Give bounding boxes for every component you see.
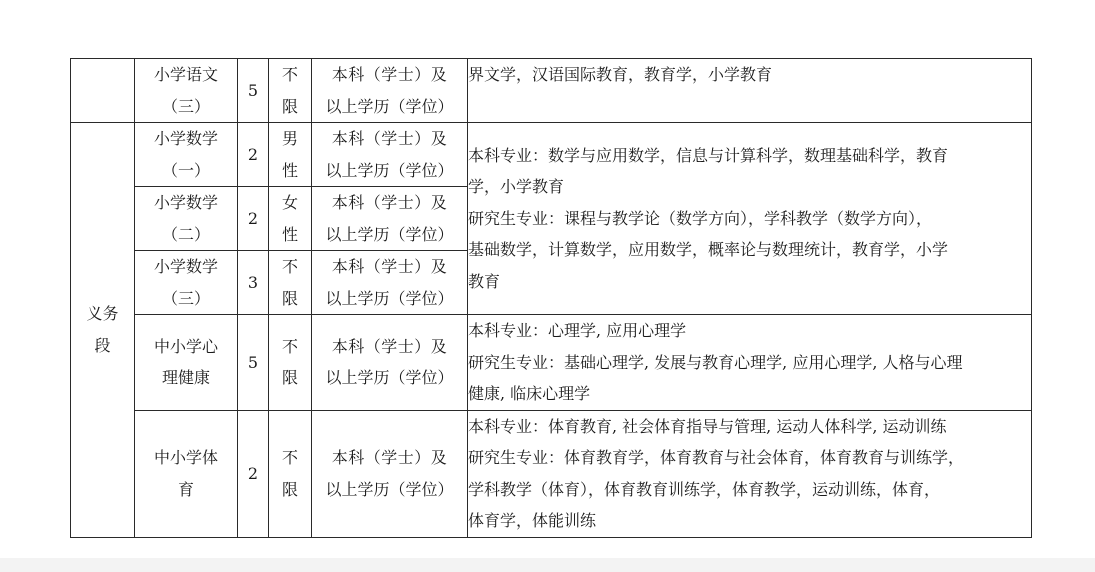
majors-line: 健康, 临床心理学 [468,384,591,403]
bottom-strip [0,558,1095,572]
education-cell [312,315,468,411]
subject-line: 小学数学 [153,193,218,212]
subject-cell [135,59,238,123]
education-line: 以上学历（学位） [325,368,454,388]
majors-line: 本科专业：心理学, 应用心理学 [468,321,687,340]
gender-line: 限 [281,288,298,308]
majors-line: 界文学，汉语国际教育，教育学，小学教育 [468,65,773,84]
subject-line: 理健康 [161,368,210,388]
education-cell [312,123,468,187]
gender-cell [269,410,312,537]
table-row [71,123,1032,187]
subject-cell [135,123,238,187]
count-cell: 2 [238,410,269,537]
majors-line: 体育学，体能训练 [468,511,597,530]
subject-cell [135,410,238,537]
education-line: 以上学历（学位） [325,479,454,499]
count-cell: 5 [238,59,269,123]
education-line: 本科（学士）及 [331,193,448,212]
education-cell [312,410,468,537]
majors-line: 学科教学（体育），体育教育训练学，体育教学，运动训练，体育， [468,479,941,499]
stage-line: 义务 [86,304,119,324]
gender-line: 男 [281,129,298,148]
majors-line: 研究生专业：体育教育学，体育教育与社会体育，体育教育与训练学， [468,448,965,467]
majors-line: 本科专业：体育教育, 社会体育指导与管理, 运动人体科学, 运动训练 [468,416,947,436]
majors-cell-pe [468,410,1032,537]
education-cell [312,187,468,251]
gender-line: 不 [281,336,298,356]
requirements-table [70,58,1032,538]
education-line: 本科（学士）及 [331,448,448,467]
subject-line: 中小学体 [153,448,218,467]
gender-line: 性 [281,160,298,180]
majors-line: 基础数学，计算数学，应用数学，概率论与数理统计，教育学，小学 [468,240,949,260]
table-row [71,315,1032,411]
education-line: 本科（学士）及 [331,336,448,356]
majors-cell-psych [468,315,1032,411]
subject-line: （三） [161,96,210,116]
majors-line: 本科专业：数学与应用数学，信息与计算科学，数理基础科学，教育 [468,145,949,165]
majors-cell [468,59,1032,123]
gender-cell [269,251,312,315]
education-cell [312,59,468,123]
table-row [71,59,1032,123]
stage-cell-empty [71,59,135,123]
gender-line: 限 [281,368,298,388]
majors-line: 研究生专业：基础心理学, 发展与教育心理学, 应用心理学, 人格与心理 [468,352,963,372]
education-line: 本科（学士）及 [331,129,448,148]
education-line: 以上学历（学位） [325,224,454,244]
education-line: 以上学历（学位） [325,288,454,308]
gender-cell [269,187,312,251]
gender-cell [269,123,312,187]
education-line: 以上学历（学位） [325,96,454,116]
subject-line: （一） [161,160,210,180]
gender-line: 不 [281,257,298,276]
majors-line: 教育 [468,271,501,291]
majors-line: 研究生专业：课程与教学论（数学方向），学科教学（数学方向）， [468,208,933,228]
table-row [71,410,1032,537]
majors-cell-math [468,123,1032,315]
stage-line: 段 [94,335,111,355]
education-line: 以上学历（学位） [325,160,454,180]
subject-line: 小学数学 [153,129,218,148]
count-cell: 2 [238,123,269,187]
gender-cell [269,315,312,411]
gender-line: 不 [281,448,298,467]
subject-line: 小学语文 [153,65,218,84]
count-cell: 2 [238,187,269,251]
education-line: 本科（学士）及 [331,257,448,276]
subject-line: 小学数学 [153,257,218,276]
gender-line: 限 [281,96,298,116]
gender-line: 性 [281,224,298,244]
gender-cell [269,59,312,123]
gender-line: 不 [281,65,298,84]
stage-cell [71,123,135,538]
subject-cell [135,315,238,411]
gender-line: 限 [281,479,298,499]
subject-line: （二） [161,224,210,244]
subject-cell [135,187,238,251]
education-cell [312,251,468,315]
subject-cell [135,251,238,315]
subject-line: 育 [177,479,194,499]
count-cell: 3 [238,251,269,315]
subject-line: 中小学心 [153,336,218,356]
education-line: 本科（学士）及 [331,65,448,84]
majors-line: 学，小学教育 [468,177,565,197]
gender-line: 女 [281,193,298,212]
subject-line: （三） [161,288,210,308]
count-cell: 5 [238,315,269,411]
